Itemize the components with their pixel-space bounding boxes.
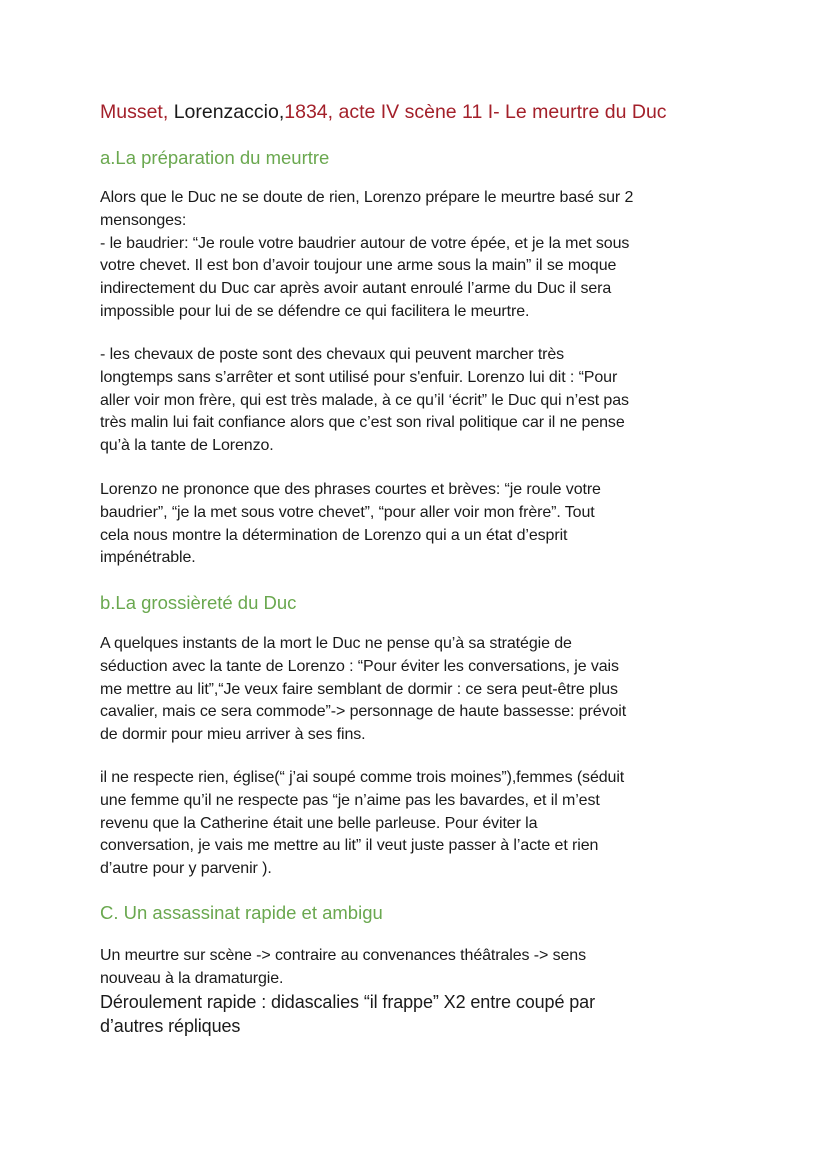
text-line: cavalier, mais ce sera commode”-> personnage de haute bassesse: prévoit — [100, 703, 627, 721]
text-line: indirectement du Duc car après avoir autant enroulé l’arme du Duc il sera — [100, 280, 612, 298]
section-heading-c: C. Un assassinat rapide et ambigu — [100, 902, 383, 923]
text-line: d’autre pour y parvenir ). — [100, 860, 272, 878]
text-line: aller voir mon frère, qui est très malade, à ce qu’il ‘écrit” le Duc qui n’est pas — [100, 391, 629, 409]
paragraph — [100, 767, 624, 881]
paragraph — [100, 990, 595, 1038]
text-line: très malin lui fait confiance alors que c’est son rival politique car il ne pense — [100, 414, 625, 432]
text-line: séduction avec la tante de Lorenzo : “Pour éviter les conversations, je vais — [100, 657, 619, 675]
section-heading-b: b.La grossièreté du Duc — [100, 592, 297, 613]
text-line: A quelques instants de la mort le Duc ne pense qu’à sa stratégie de — [100, 635, 572, 652]
text-line: revenu que la Catherine était une belle parleuse. Pour éviter la — [100, 814, 538, 832]
text-line: - le baudrier: “Je roule votre baudrier autour de votre épée, et je la met sous — [100, 234, 630, 252]
title-rest: 1834, acte IV scène 11 I- Le meurtre du Duc — [284, 101, 667, 123]
text-line: me mettre au lit”,“Je veux faire semblant de dormir : ce sera peut-être plus — [100, 680, 618, 698]
text-line: de dormir pour mieu arriver à ses fins. — [100, 726, 366, 744]
text-line: Déroulement rapide : didascalies “il frappe” X2 entre coupé par — [100, 992, 595, 1012]
text-line: impénétrable. — [100, 549, 196, 567]
text-line: qu’à la tante de Lorenzo. — [100, 437, 274, 455]
text-line: il ne respecte rien, église(“ j’ai soupé comme trois moines”),femmes (séduit — [100, 769, 625, 786]
text-line: impossible pour lui de se défendre ce qui facilitera le meurtre. — [100, 302, 530, 320]
text-line: longtemps sans s’arrêter et sont utilisé pour s'enfuir. Lorenzo lui dit : “Pour — [100, 368, 618, 386]
paragraph — [100, 187, 633, 324]
text-line: cela nous montre la détermination de Lorenzo qui a un état d’esprit — [100, 526, 568, 544]
text-line: mensonges: — [100, 211, 187, 229]
text-line: conversation, je vais me mettre au lit” il veut juste passer à l’acte et rien — [100, 837, 599, 855]
text-line: Lorenzo ne prononce que des phrases courtes et brèves: “je roule votre — [100, 481, 601, 498]
text-line: Un meurtre sur scène -> contraire au convenances théâtrales -> sens — [100, 947, 586, 964]
text-line: baudrier”, “je la met sous votre chevet”, “pour aller voir mon frère”. Tout — [100, 503, 595, 521]
document-title — [100, 99, 667, 125]
text-line: votre chevet. Il est bon d’avoir toujour une arme sous la main” il se moque — [100, 257, 617, 275]
title-author: Musset, — [100, 101, 174, 123]
text-line: - les chevaux de poste sont des chevaux qui peuvent marcher très — [100, 346, 565, 363]
paragraph — [100, 945, 586, 991]
paragraph — [100, 479, 601, 570]
text-line: nouveau à la dramaturgie. — [100, 969, 284, 987]
section-heading-a: a.La préparation du meurtre — [100, 147, 330, 168]
title-work: Lorenzaccio, — [173, 101, 285, 123]
text-line: une femme qu’il ne respecte pas “je n’aime pas les bavardes, et il m’est — [100, 791, 600, 809]
paragraph — [100, 633, 626, 747]
text-line: d’autres répliques — [100, 1016, 241, 1036]
paragraph — [100, 344, 629, 458]
text-line: Alors que le Duc ne se doute de rien, Lorenzo prépare le meurtre basé sur 2 — [100, 189, 634, 206]
